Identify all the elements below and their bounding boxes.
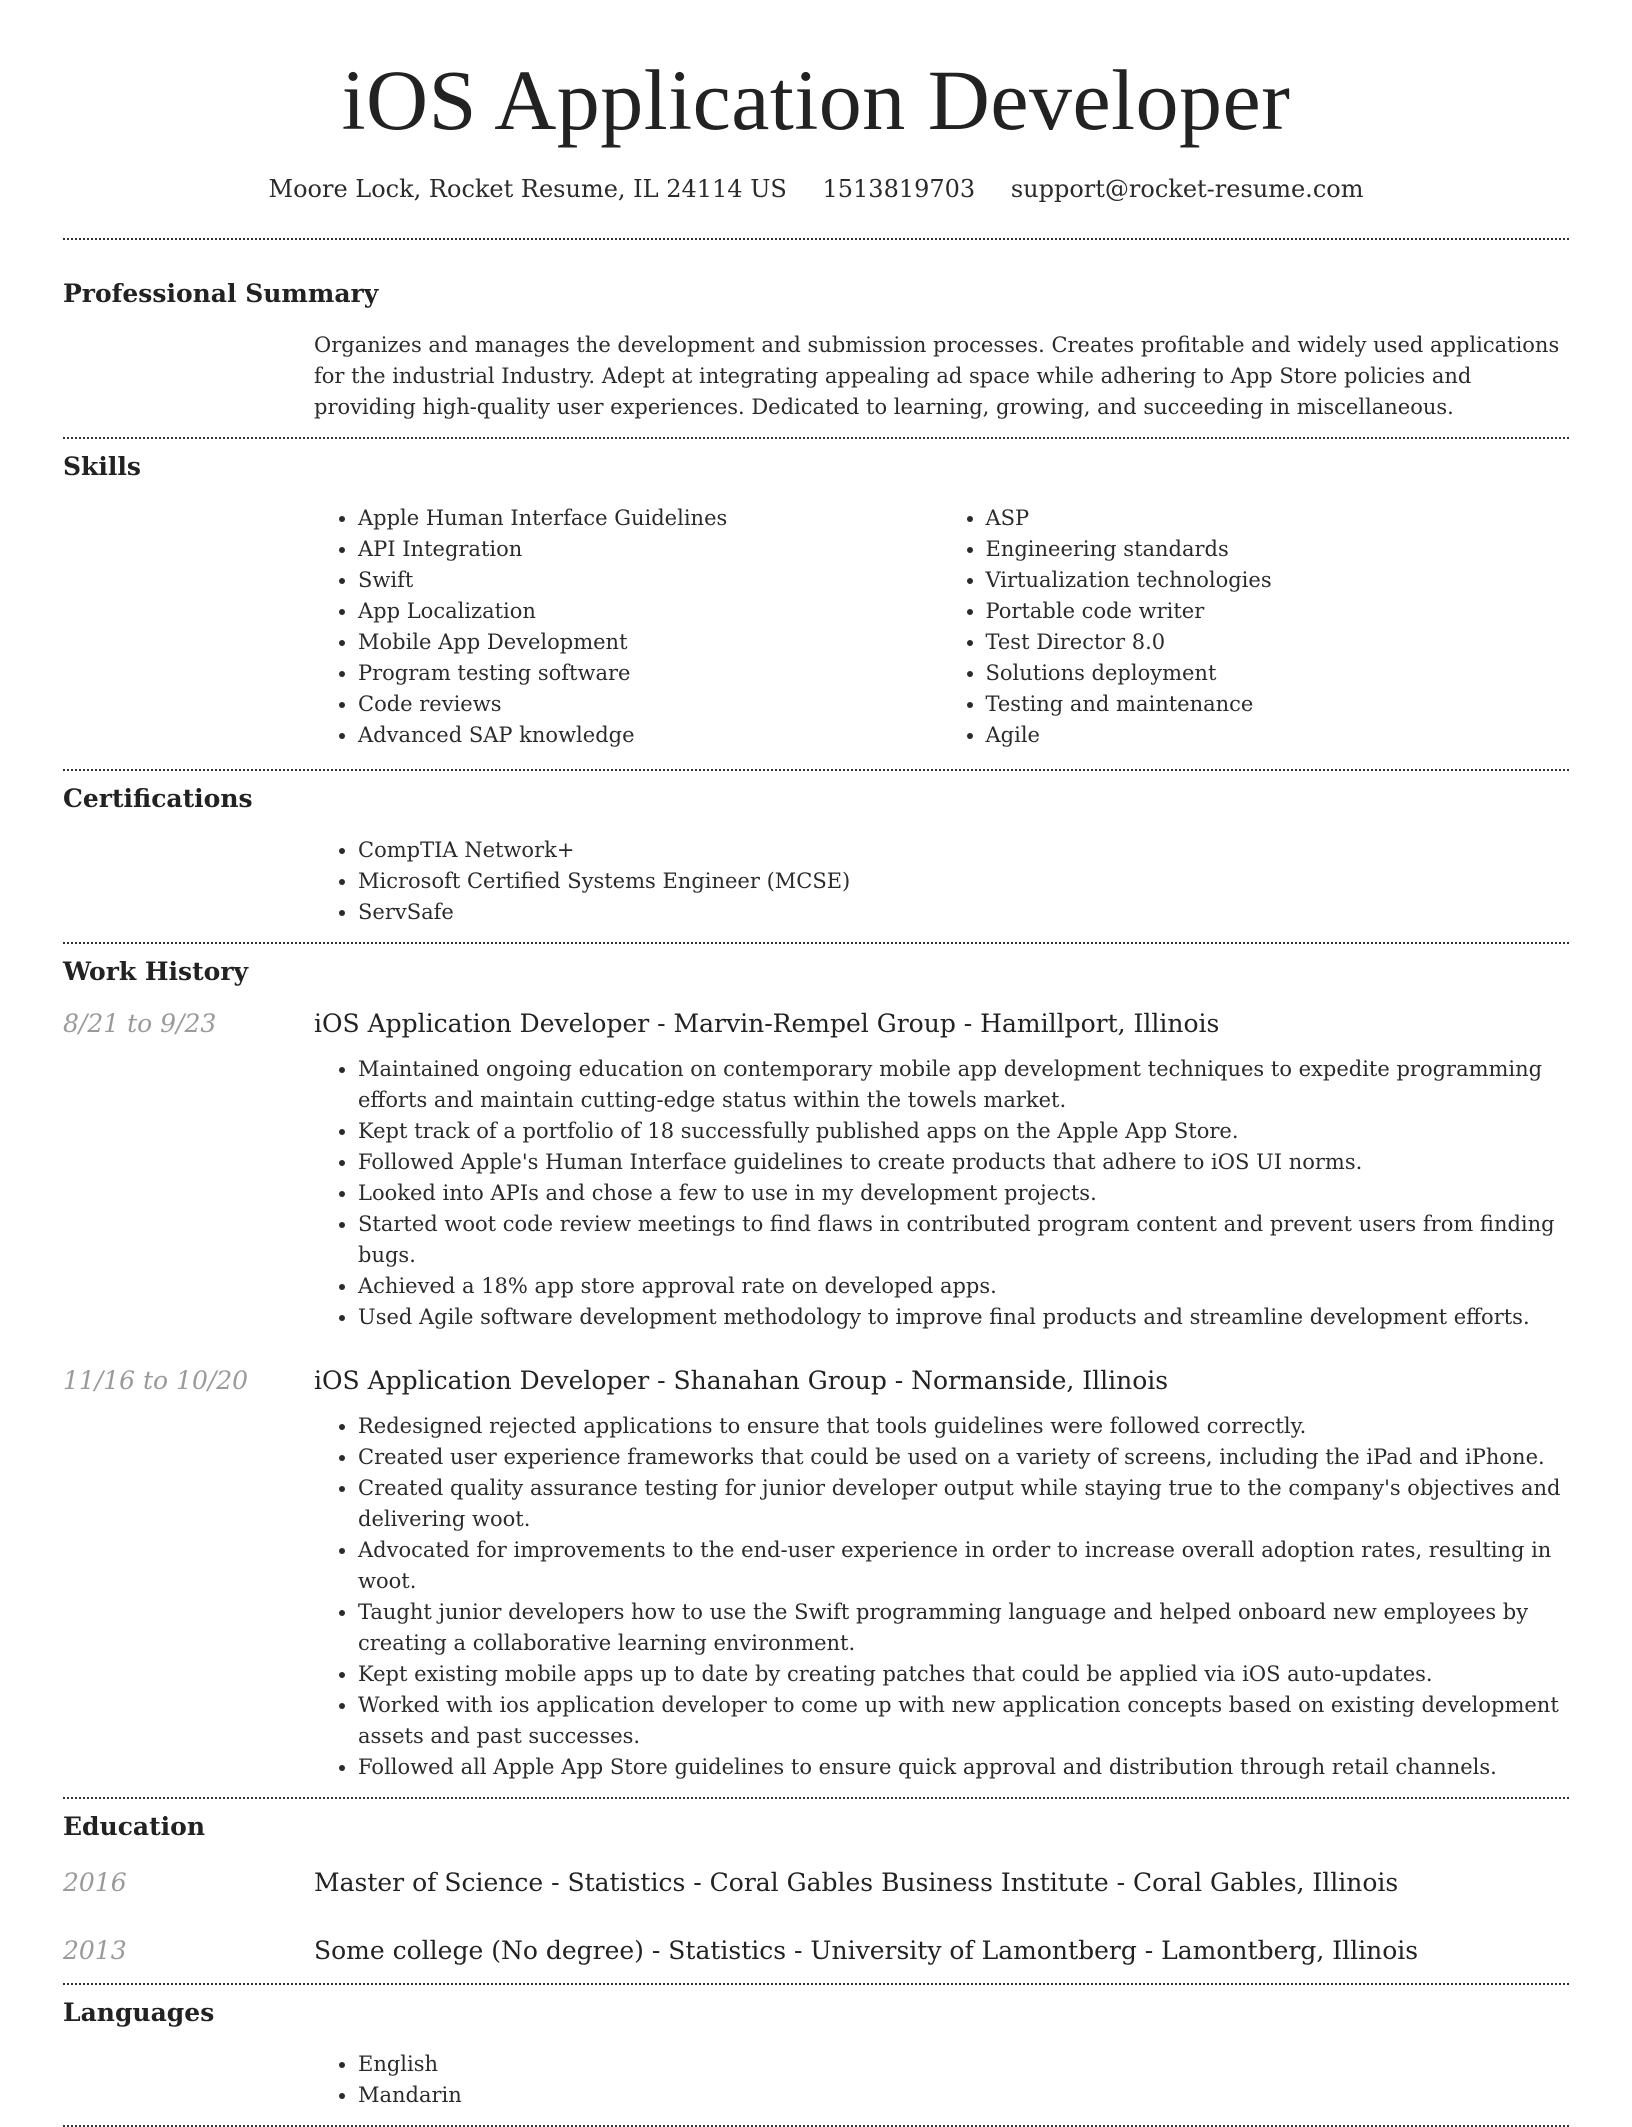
skill-item: • App Localization	[358, 596, 942, 627]
certification-item: • Microsoft Certified Systems Engineer (MCSE)	[358, 866, 1569, 897]
job-header	[63, 1363, 1569, 1399]
contact-line	[63, 172, 1569, 206]
contact-address: Moore Lock, Rocket Resume, IL 24114 US	[268, 175, 787, 203]
job-bullet: • Taught junior developers how to use the Swift programming language and helped onboard new employees by creating a collaborative learning environment.	[358, 1597, 1569, 1659]
education-heading: Master of Science - Statistics - Coral Gables Business Institute - Coral Gables, Illinois	[314, 1868, 1399, 1897]
certifications-section	[63, 783, 1569, 928]
job-entry	[63, 1363, 1569, 1783]
job-bullet: • Started woot code review meetings to find flaws in contributed program content and prevent users from finding bugs.	[358, 1209, 1569, 1271]
job-bullet: • Achieved a 18% app store approval rate on developed apps.	[358, 1271, 1569, 1302]
section-title-certifications: Certifications	[63, 784, 253, 813]
language-item: • Mandarin	[358, 2080, 1569, 2111]
skill-item: • ASP	[986, 503, 1570, 534]
divider	[63, 238, 1569, 240]
section-title-skills: Skills	[63, 452, 141, 481]
job-bullet: • Created quality assurance testing for junior developer output while staying true to the company's objectives and delivering woot.	[358, 1473, 1569, 1535]
skill-item: • Apple Human Interface Guidelines	[358, 503, 942, 534]
languages-list	[314, 2049, 1569, 2111]
languages-content	[314, 2049, 1569, 2111]
section-title-work: Work History	[63, 957, 249, 986]
education-entry	[63, 1865, 1569, 1901]
job-bullet: • Maintained ongoing education on contemporary mobile app development techniques to expedite programming efforts and maintain cutting-edge status within the towels market.	[358, 1054, 1569, 1116]
certification-item: • ServSafe	[358, 897, 1569, 928]
education-heading: Some college (No degree) - Statistics - University of Lamontberg - Lamontberg, Illinois	[314, 1936, 1419, 1965]
certification-item: • CompTIA Network+	[358, 835, 1569, 866]
job-bullet: • Kept track of a portfolio of 18 successfully published apps on the Apple App Store.	[358, 1116, 1569, 1147]
job-heading: iOS Application Developer - Marvin-Rempel Group - Hamillport, Illinois	[314, 1009, 1220, 1038]
divider	[63, 769, 1569, 771]
section-title-languages: Languages	[63, 1998, 215, 2027]
job-bullet: • Worked with ios application developer to come up with new application concepts based on existing development assets and past successes.	[358, 1690, 1569, 1752]
education-entry	[63, 1933, 1569, 1969]
job-bullet-list	[314, 1411, 1569, 1783]
skills-section	[63, 451, 1569, 751]
divider	[63, 1797, 1569, 1799]
summary-text: Organizes and manages the development and submission processes. Creates profitable and widely used applications for the industrial Industry. Adept at integrating appealing ad space while adhering to App Store policies and providing high-quality user experiences. Dedicated to learning, growing, and succeeding in miscellaneous.	[314, 333, 1560, 419]
divider	[63, 1983, 1569, 1985]
work-history-section	[63, 956, 1569, 1783]
job-bullet: • Advocated for improvements to the end-user experience in order to increase overall adoption rates, resulting in woot.	[358, 1535, 1569, 1597]
job-bullet: • Kept existing mobile apps up to date by creating patches that could be applied via iOS auto-updates.	[358, 1659, 1569, 1690]
contact-email: support@rocket-resume.com	[1010, 175, 1364, 203]
education-year: 2013	[63, 1936, 127, 1965]
certifications-content	[314, 835, 1569, 928]
contact-phone: 1513819703	[822, 175, 976, 203]
skill-item: • Portable code writer	[986, 596, 1570, 627]
job-bullet: • Created user experience frameworks that could be used on a variety of screens, including the iPad and iPhone.	[358, 1442, 1569, 1473]
job-bullet: • Redesigned rejected applications to ensure that tools guidelines were followed correctly.	[358, 1411, 1569, 1442]
skill-item: • Mobile App Development	[358, 627, 942, 658]
language-item: • English	[358, 2049, 1569, 2080]
education-year: 2016	[63, 1868, 127, 1897]
skills-list-left	[314, 503, 942, 751]
job-entry	[63, 1006, 1569, 1333]
skills-list-right	[942, 503, 1570, 751]
job-dates: 11/16 to 10/20	[63, 1366, 249, 1395]
job-bullet: • Looked into APIs and chose a few to use in my development projects.	[358, 1178, 1569, 1209]
skill-item: • API Integration	[358, 534, 942, 565]
education-section	[63, 1811, 1569, 1969]
job-header	[63, 1006, 1569, 1042]
divider	[63, 437, 1569, 439]
languages-section	[63, 1997, 1569, 2111]
skill-item: • Solutions deployment	[986, 658, 1570, 689]
divider	[63, 942, 1569, 944]
skill-item: • Program testing software	[358, 658, 942, 689]
skill-item: • Virtualization technologies	[986, 565, 1570, 596]
job-bullet: • Used Agile software development methodology to improve final products and streamline development efforts.	[358, 1302, 1569, 1333]
skill-item: • Test Director 8.0	[986, 627, 1570, 658]
skill-item: • Advanced SAP knowledge	[358, 720, 942, 751]
skill-item: • Testing and maintenance	[986, 689, 1570, 720]
skill-item: • Agile	[986, 720, 1570, 751]
job-bullets	[314, 1054, 1569, 1333]
job-dates: 8/21 to 9/23	[63, 1009, 217, 1038]
candidate-title: iOS Application Developer	[341, 52, 1291, 148]
skills-columns	[314, 503, 1569, 751]
skill-item: • Swift	[358, 565, 942, 596]
certifications-list	[314, 835, 1569, 928]
summary-section	[63, 278, 1569, 423]
resume-header	[63, 0, 1569, 206]
section-title-education: Education	[63, 1812, 206, 1841]
job-heading: iOS Application Developer - Shanahan Group - Normanside, Illinois	[314, 1366, 1169, 1395]
job-bullet-list	[314, 1054, 1569, 1333]
skill-item: • Code reviews	[358, 689, 942, 720]
job-bullet: • Followed Apple's Human Interface guidelines to create products that adhere to iOS UI norms.	[358, 1147, 1569, 1178]
job-bullet: • Followed all Apple App Store guidelines to ensure quick approval and distribution through retail channels.	[358, 1752, 1569, 1783]
job-bullets	[314, 1411, 1569, 1783]
skill-item: • Engineering standards	[986, 534, 1570, 565]
section-title-summary: Professional Summary	[63, 279, 379, 308]
